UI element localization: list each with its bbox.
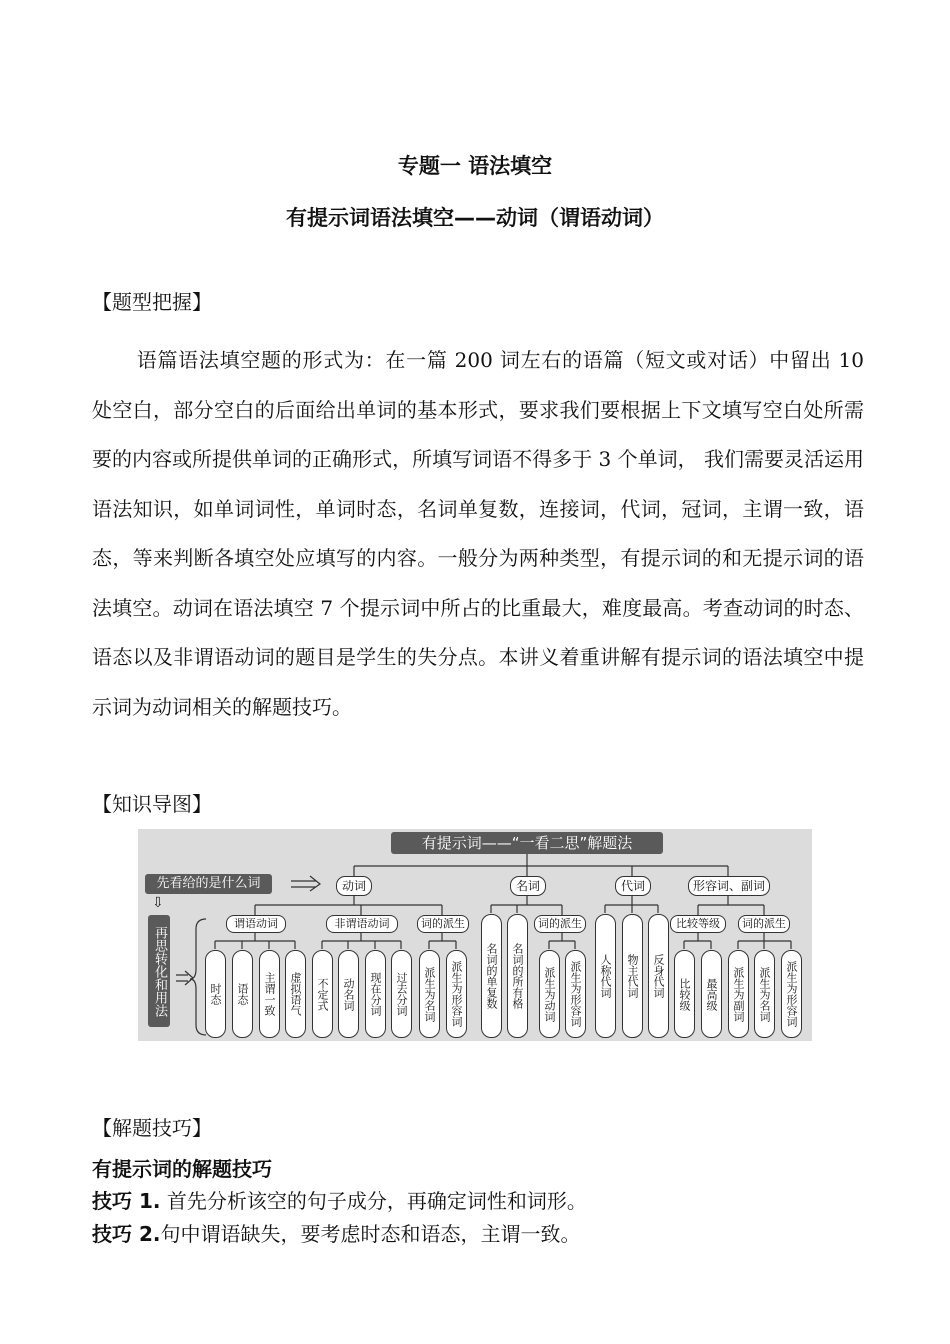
- sub-nonpredicate-verb: 非谓语动词: [326, 915, 398, 933]
- section-heading-techniques: 【解题技巧】: [92, 1116, 212, 1140]
- diagram-title: 有提示词——“一看二思”解题法: [391, 832, 663, 854]
- leaf-noun-plural: 名词的单复数: [481, 914, 502, 1038]
- page-title: 专题一 语法填空: [397, 154, 553, 178]
- tip-1-label: 技巧 1.: [92, 1189, 161, 1213]
- section-heading-question-type: 【题型把握】: [92, 290, 212, 314]
- leaf-comparative: 比较级: [674, 950, 695, 1038]
- category-verb: 动词: [336, 876, 372, 896]
- leaf-reflexive-pronoun: 反身代词: [648, 914, 669, 1038]
- category-noun: 名词: [510, 876, 546, 896]
- step1-box: 先看给的是什么词: [145, 874, 272, 894]
- leaf-derive-adverb: 派生为副词: [728, 950, 749, 1038]
- tip-2-text: 句中谓语缺失，要考虑时态和语态，主谓一致。: [160, 1222, 581, 1246]
- leaf-possessive-pronoun: 物主代词: [622, 914, 643, 1038]
- leaf-present-participle: 现在分词: [365, 950, 386, 1038]
- sub-predicate-verb: 谓语动词: [226, 915, 286, 933]
- techniques-subheading: 有提示词的解题技巧: [92, 1157, 272, 1181]
- category-pronoun: 代词: [615, 876, 651, 896]
- leaf-infinitive: 不定式: [312, 950, 333, 1038]
- leaf-noun-possessive: 名词的所有格: [507, 914, 528, 1038]
- leaf-superlative: 最高级: [701, 950, 722, 1038]
- sub-derivation-adj: 词的派生: [738, 915, 790, 933]
- tip-2: [92, 1218, 580, 1247]
- leaf-derive-verb: 派生为动词: [539, 950, 560, 1038]
- leaf-voice: 语态: [232, 950, 253, 1038]
- category-adj-adv: 形容词、副词: [688, 876, 770, 896]
- leaf-derive-noun-2: 派生为名词: [754, 950, 775, 1038]
- intro-paragraph-text: 语篇语法填空题的形式为：在一篇 200 词左右的语篇（短文或对话）中留出 10 处空白，部分空白的后面给出单词的基本形式，要求我们要根据上下文填写空白处所需要的内容或所提供单词的正确形式，所填写词语不得多于 3 个单词， 我们需要灵活运用语法知识，如单词词性，单词时态，名词单复数，连接词，代词，冠词，主谓一致，语态，等来判断各填空处应填写的内容。一般分为两种类型，有提示词的和无提示词的语法填空。动词在语法填空 7 个提示词中所占的比重最大，难度最高。考查动词的时态、语态以及非谓语动词的题目是学生的失分点。本讲义着重讲解有提示词的语法填空中提示词为动词相关的解题技巧。: [92, 348, 864, 719]
- knowledge-map-diagram: [138, 829, 812, 1041]
- tip-1: [92, 1185, 587, 1214]
- intro-paragraph: [92, 336, 864, 732]
- sub-derivation-noun: 词的派生: [534, 915, 586, 933]
- leaf-derive-adj-3: 派生为形容词: [781, 950, 802, 1038]
- step2-box: 再思转化和用法: [148, 915, 170, 1027]
- leaf-tense: 时态: [205, 950, 226, 1038]
- sub-derivation-verb: 词的派生: [417, 915, 469, 933]
- section-heading-knowledge-map: 【知识导图】: [92, 792, 212, 816]
- leaf-agreement: 主谓一致: [259, 950, 280, 1038]
- leaf-personal-pronoun: 人称代词: [595, 914, 616, 1038]
- sub-comparison: 比较等级: [670, 915, 726, 933]
- leaf-gerund: 动名词: [338, 950, 359, 1038]
- leaf-past-participle: 过去分词: [391, 950, 412, 1038]
- arrow-down-icon: ⇩: [152, 895, 164, 911]
- leaf-derive-adj: 派生为形容词: [446, 950, 467, 1038]
- tip-1-text: 首先分析该空的句子成分，再确定词性和词形。: [166, 1189, 587, 1213]
- leaf-subjunctive: 虚拟语气: [285, 950, 306, 1038]
- leaf-derive-adj-2: 派生为形容词: [565, 950, 586, 1038]
- leaf-derive-noun: 派生为名词: [419, 950, 440, 1038]
- tip-2-label: 技巧 2.: [92, 1222, 161, 1246]
- page-subtitle: 有提示词语法填空——动词（谓语动词）: [286, 206, 664, 230]
